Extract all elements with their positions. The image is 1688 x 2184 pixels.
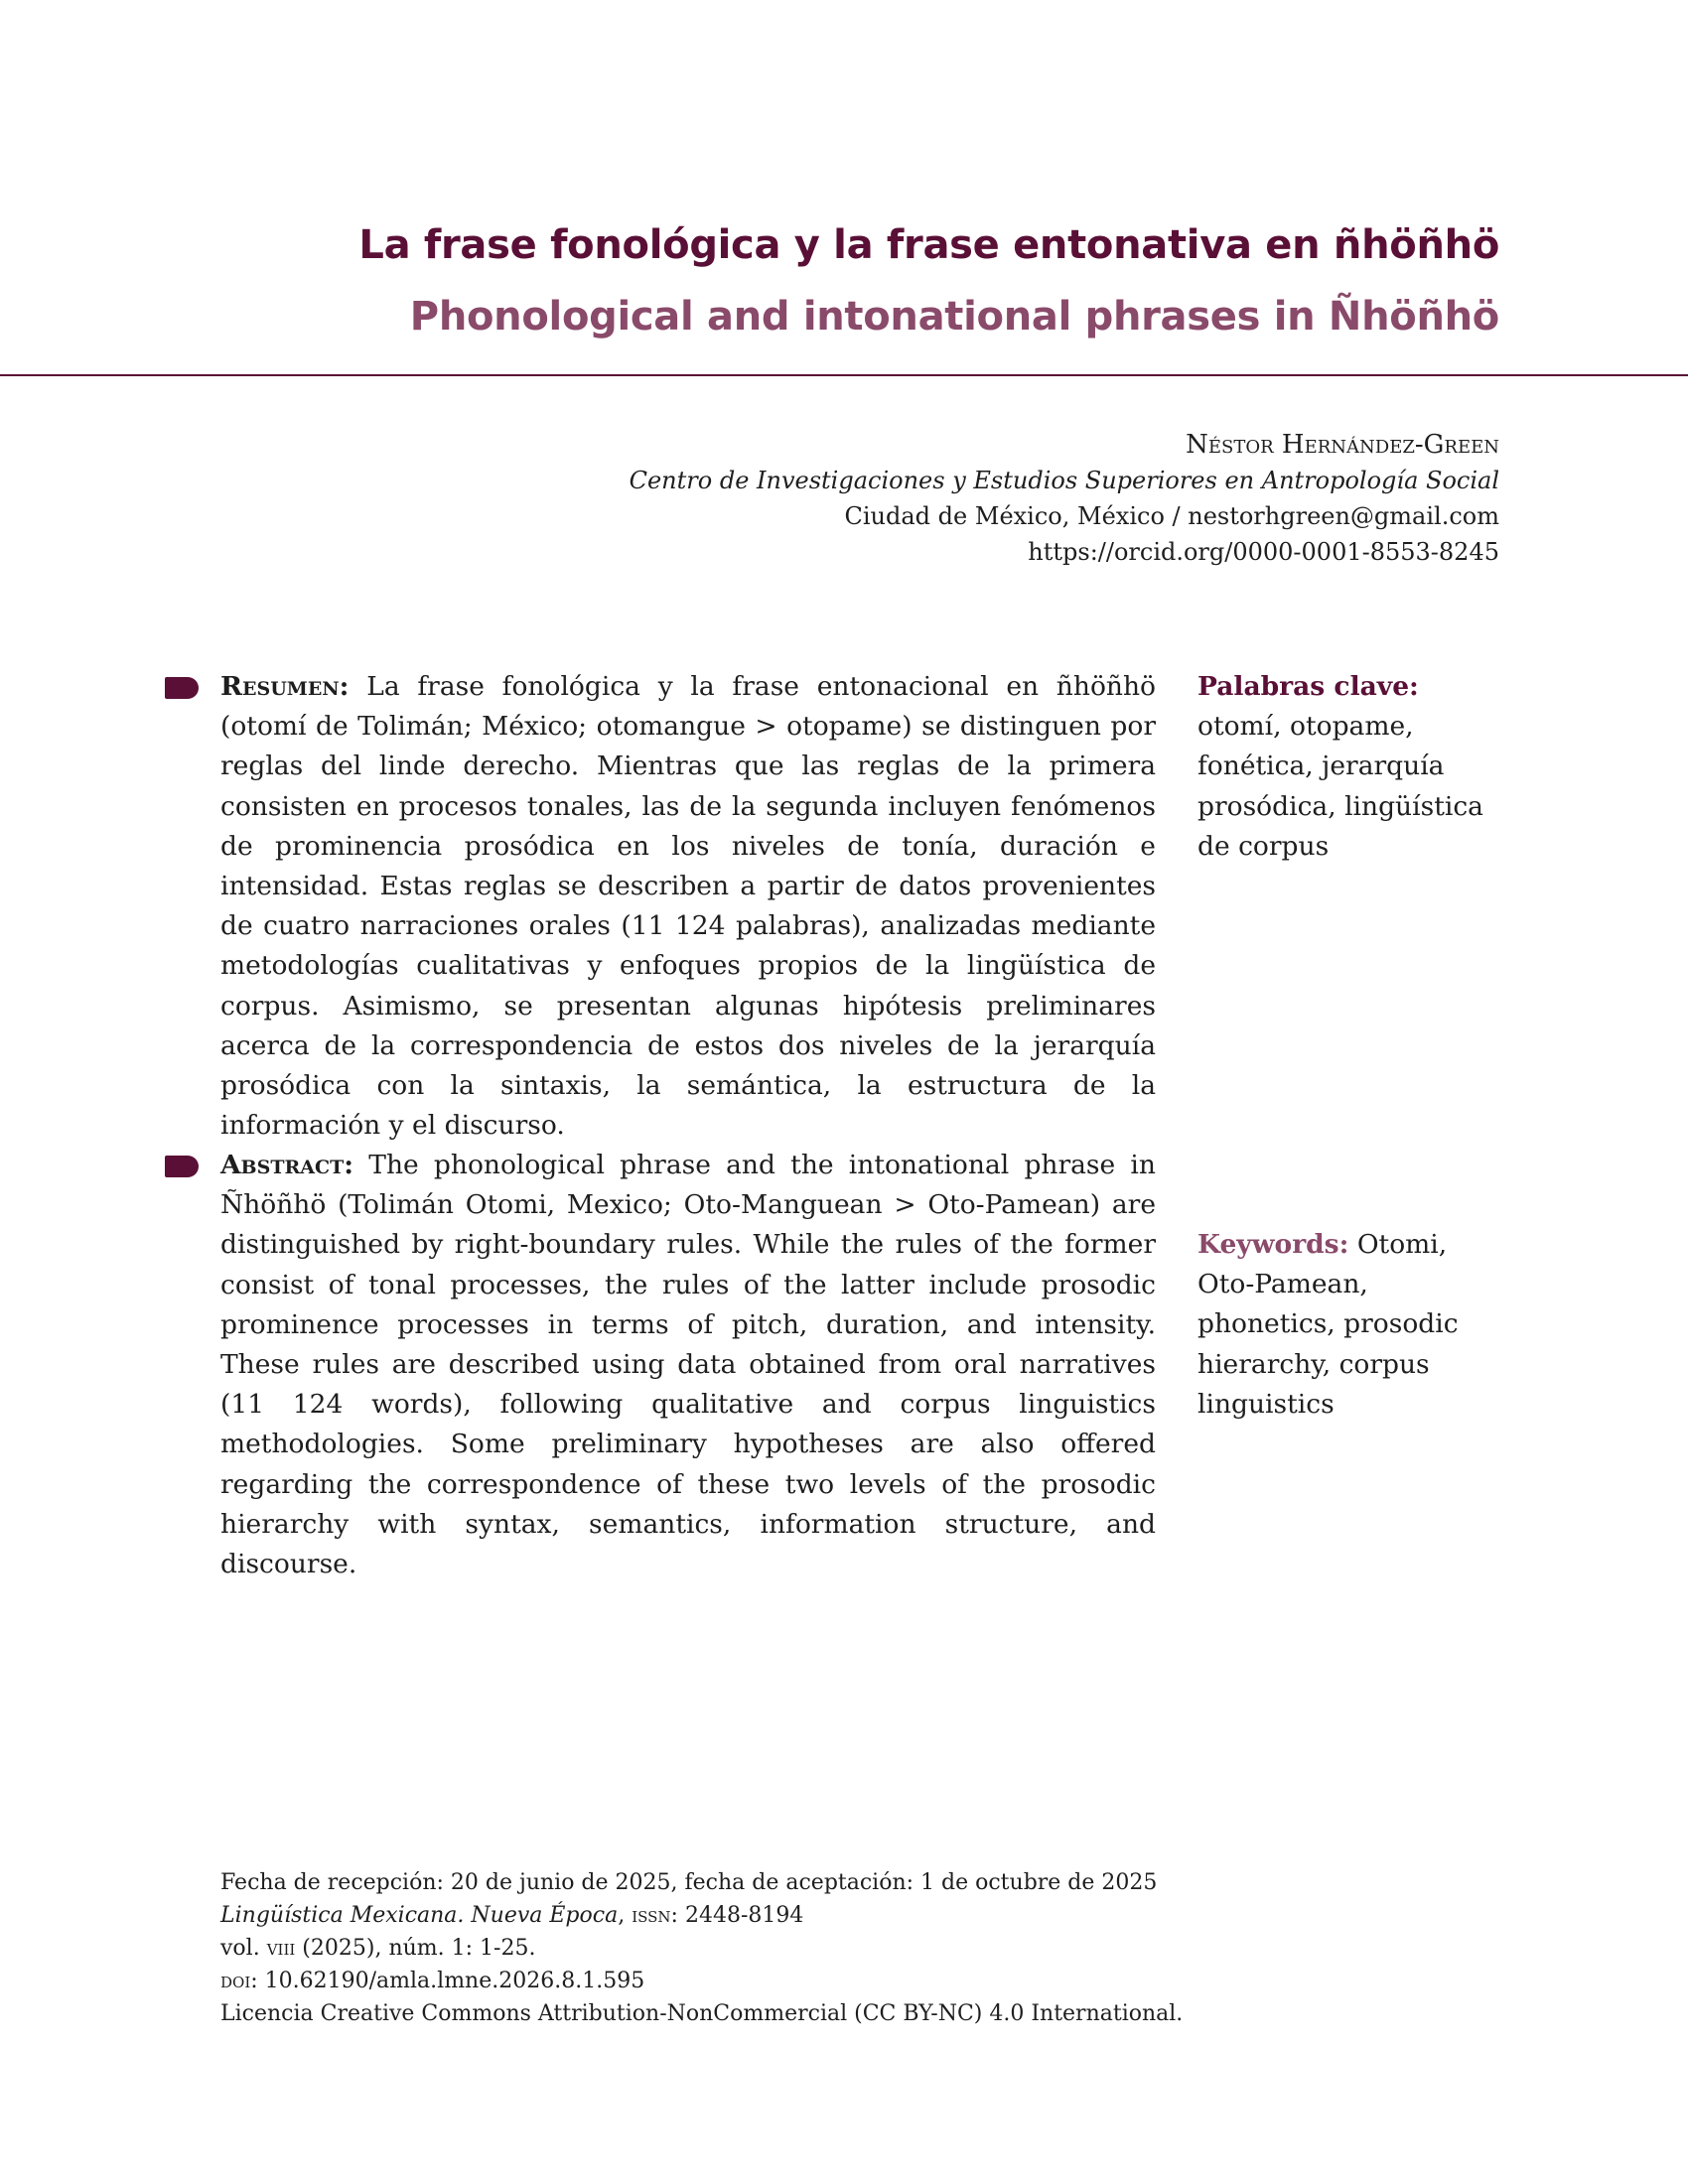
author-block [630, 427, 1499, 570]
keywords-text: Otomi, Oto-Pamean, phonetics, prosodic hierarchy, corpus linguistics [1197, 1229, 1459, 1420]
keywords-label: Keywords: [1197, 1229, 1349, 1260]
publication-info [220, 1866, 1183, 2030]
author-orcid[interactable]: https://orcid.org/0000-0001-8553-8245 [1028, 538, 1499, 566]
doi-value[interactable]: : 10.62190/amla.lmne.2026.8.1.595 [250, 1969, 645, 1993]
keywords-section [1197, 1225, 1505, 1425]
palabras-clave-label: Palabras clave: [1197, 671, 1419, 702]
volume-roman: viii [266, 1936, 296, 1961]
title-spanish: La frase fonológica y la frase entonativa en ñhöñhö [358, 222, 1499, 268]
abstract-label: Abstract: [220, 1150, 354, 1180]
resumen-text: La frase fonológica y la frase entonacional en ñhöñhö (otomí de Tolimán; México; otomangue > otopame) se distinguen por reglas del linde derecho. Mientras que las reglas de la primera consisten en procesos tonales, las de la segunda incluyen fenómenos de prominencia prosódica en los niveles de tonía, duración e intensidad. Estas reglas se describen a partir de datos provenientes de cuatro narraciones orales (11 124 palabras), analizadas mediante metodologías cualitativas y enfoques propios de la lingüística de corpus. Asimismo, se presentan algunas hipótesis preliminares acerca de la correspondencia de estos dos niveles de la jerarquía prosódica con la sintaxis, la semántica, la estructura de la información y el discurso. [220, 671, 1156, 1142]
title-divider [0, 374, 1688, 376]
doi-line[interactable] [220, 1965, 1183, 1997]
palabras-clave-text: otomí, otopame, fonética, jerarquía prosódica, lingüística de corpus [1197, 711, 1483, 862]
title-english: Phonological and intonational phrases in Ñhöñhö [409, 294, 1499, 340]
abstract-marker-icon [165, 1156, 199, 1177]
author-location-email[interactable]: Ciudad de México, México / nestorhgreen@gmail.com [844, 502, 1499, 530]
resumen-label: Resumen: [220, 671, 350, 702]
abstract-text: The phonological phrase and the intonational phrase in Ñhöñhö (Tolimán Otomi, Mexico; Oto-Manguean > Oto-Pamean) are distinguished by right-boundary rules. While the rules of the former consist of tonal processes, the rules of the latter include prosodic prominence processes in terms of pitch, duration, and intensity. These rules are described using data obtained from oral narratives (11 124 words), following qualitative and corpus linguistics methodologies. Some preliminary hypotheses are also offered regarding the correspondence of these two levels of the prosodic hierarchy with syntax, semantics, information structure, and discourse. [220, 1150, 1156, 1580]
journal-name: Lingüística Mexicana. Nueva Época [220, 1903, 619, 1928]
abstract-section [220, 1146, 1156, 1584]
volume-line [220, 1932, 1183, 1965]
volume-rest: (2025), núm. 1: 1-25. [295, 1936, 536, 1961]
doi-label: doi [220, 1969, 251, 1993]
reception-dates: Fecha de recepción: 20 de junio de 2025, fecha de aceptación: 1 de octubre de 2025 [220, 1870, 1158, 1895]
title-block [358, 223, 1499, 339]
volume-prefix: vol. [220, 1936, 267, 1961]
author-name: Néstor Hernández-Green [1186, 430, 1499, 460]
license-line: Licencia Creative Commons Attribution-NonCommercial (CC BY-NC) 4.0 International. [220, 2001, 1184, 2026]
resumen-section [220, 667, 1156, 1146]
journal-line: Lingüística Mexicana. Nueva Época, issn: 2448-8194 [220, 1903, 804, 1928]
palabras-clave-section [1197, 667, 1505, 867]
resumen-marker-icon [165, 677, 199, 699]
issn-value: : 2448-8194 [670, 1903, 804, 1928]
author-affiliation: Centro de Investigaciones y Estudios Superiores en Antropología Social [629, 467, 1499, 494]
issn-label: issn [632, 1903, 671, 1928]
